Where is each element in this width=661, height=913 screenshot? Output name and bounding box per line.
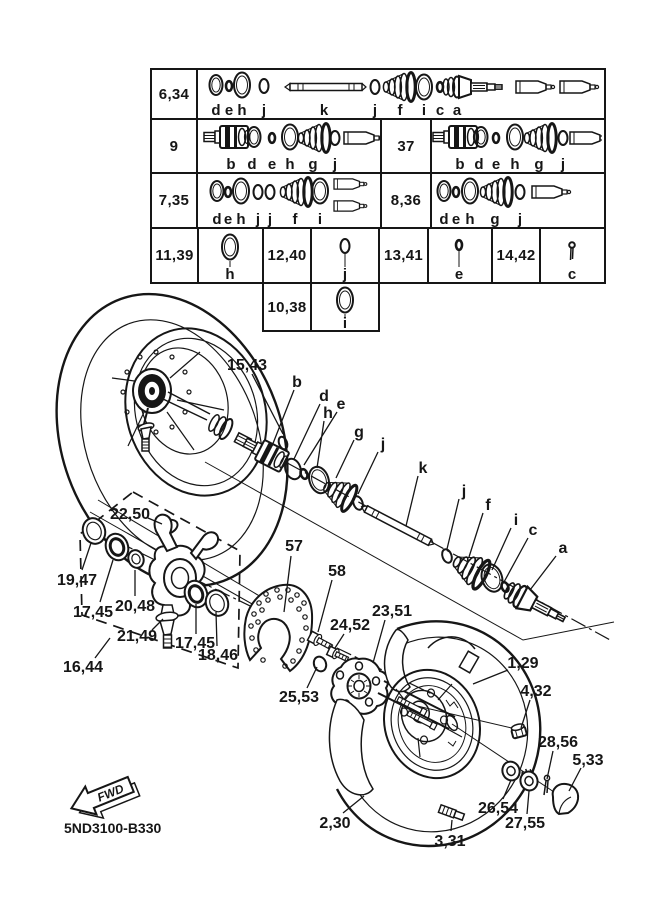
lug-nut-4-32 (510, 723, 527, 739)
part-letter: b (226, 156, 236, 172)
fwd-label: FWD (95, 781, 126, 805)
fwd-arrow (66, 769, 143, 828)
ref-label: 7,35 (158, 192, 190, 209)
ref-cell-7-35 (150, 172, 198, 229)
drawing-cell-12-40 (310, 227, 380, 284)
part-letter: b (455, 156, 465, 172)
callout-57: 57 (285, 538, 303, 555)
callout-21-49: 21,49 (116, 628, 158, 645)
ref-cell-10-38 (262, 282, 312, 332)
drawing-cell-6-34 (196, 68, 606, 120)
callout-2-30: 2,30 (319, 815, 351, 832)
part-letter: j (560, 156, 566, 172)
part-letter: j (261, 102, 267, 118)
ring-drawing (312, 284, 378, 330)
part-letter: f (292, 211, 298, 227)
callout-27-55: 27,55 (504, 815, 546, 832)
callout-22-50: 22,50 (109, 506, 151, 523)
part-letter: i (317, 211, 323, 227)
callout-25-53: 25,53 (278, 689, 320, 706)
part-letter: h (225, 266, 235, 282)
callout-15-43: 15,43 (226, 357, 268, 374)
callout-16-44: 16,44 (62, 659, 104, 676)
pin-drawing (541, 229, 604, 282)
callout-5-33: 5,33 (572, 752, 604, 769)
callout-j2: j (461, 483, 467, 500)
part-letter: e (224, 102, 234, 118)
drawing-cell-37 (430, 118, 606, 174)
callout-a: a (558, 540, 568, 557)
callout-f: f (485, 497, 491, 514)
drawing-cell-8-36 (430, 172, 606, 229)
part-letter: g (490, 211, 500, 227)
ref-label: 12,40 (267, 247, 307, 264)
clamp-drawing (312, 229, 378, 282)
part-letter: j (332, 156, 338, 172)
ref-label: 10,38 (267, 298, 307, 316)
callout-24-52: 24,52 (329, 617, 371, 634)
part-letter: i (342, 315, 348, 330)
ref-label: 37 (397, 137, 415, 155)
part-letter: j (267, 211, 273, 227)
clamp-j2 (440, 548, 453, 564)
part-letter: c (435, 102, 445, 118)
part-letter: j (517, 211, 523, 227)
axle-shaft-k (360, 504, 435, 548)
callout-18-46: 18,46 (197, 647, 239, 664)
axle-kit-drawing (198, 70, 602, 118)
callout-1-29: 1,29 (507, 655, 539, 672)
part-letter: j (372, 102, 378, 118)
part-letter: e (451, 211, 461, 227)
callout-h: h (323, 405, 333, 422)
callout-i: i (513, 512, 519, 529)
callout-17-45-b: 17,45 (174, 635, 216, 652)
part-letter: c (567, 266, 577, 282)
callout-26-54: 26,54 (477, 800, 519, 817)
callout-3-31: 3,31 (434, 833, 466, 850)
front-rim (104, 310, 288, 514)
part-letter: e (267, 156, 277, 172)
drawing-cell-7-35 (196, 172, 382, 229)
callout-b: b (292, 374, 302, 391)
ref-label: 9 (169, 137, 179, 155)
o-ring-25-53 (312, 655, 328, 673)
boot-kit-drawing (432, 174, 602, 227)
hub-cap-5-33 (553, 784, 578, 814)
ref-cell-11-39 (150, 227, 199, 284)
part-letter: k (319, 102, 329, 118)
ref-label: 14,42 (496, 247, 536, 264)
callout-17-45-a: 17,45 (72, 604, 114, 621)
ring-drawing (429, 229, 491, 282)
ref-cell-8-36 (380, 172, 432, 229)
washer-26-54 (500, 759, 522, 783)
part-letter: h (236, 211, 246, 227)
ref-cell-14-42 (491, 227, 541, 284)
part-letter: f (397, 102, 403, 118)
ref-label: 13,41 (383, 247, 424, 264)
ref-cell-6-34 (150, 68, 198, 120)
callout-d: d (319, 388, 329, 405)
inner-joint-kit-drawing (198, 120, 380, 172)
part-letter: h (510, 156, 520, 172)
callout-58: 58 (328, 563, 346, 580)
callout-j: j (380, 436, 386, 453)
ref-cell-9 (150, 118, 198, 174)
valve-stem-3-31 (438, 805, 464, 821)
disc-guard-57 (244, 585, 312, 671)
part-letter: e (223, 211, 233, 227)
drawing-cell-9 (196, 118, 382, 174)
callout-20-48: 20,48 (114, 598, 156, 615)
part-letter: d (439, 211, 449, 227)
part-letter: e (454, 266, 464, 282)
callout-23-51: 23,51 (371, 603, 413, 620)
part-letter: d (247, 156, 257, 172)
part-letter: h (237, 102, 247, 118)
callout-k: k (418, 460, 428, 477)
callout-g: g (354, 424, 364, 441)
boot-kit-drawing (198, 174, 380, 227)
part-letter: i (421, 102, 427, 118)
drawing-cell-13-41 (427, 227, 493, 284)
front-axle-stub (163, 392, 257, 451)
part-letter: h (285, 156, 295, 172)
ref-label: 11,39 (155, 247, 194, 264)
callout-28-56: 28,56 (537, 734, 579, 751)
drawing-cell-14-42 (539, 227, 606, 284)
ref-cell-13-41 (378, 227, 429, 284)
part-letter: h (465, 211, 475, 227)
part-letter: g (534, 156, 544, 172)
callout-e: e (336, 396, 346, 413)
callout-19-47: 19,47 (56, 572, 98, 589)
ring-e (299, 468, 308, 480)
inner-joint-kit-drawing (432, 120, 602, 172)
part-letter: d (474, 156, 484, 172)
ref-cell-37 (380, 118, 432, 174)
part-letter: g (308, 156, 318, 172)
part-letter: d (211, 102, 221, 118)
front-balljoint-stud (137, 408, 154, 451)
ref-label: 8,36 (390, 192, 422, 209)
drawing-cell-10-38 (310, 282, 380, 332)
ring-drawing (199, 229, 262, 282)
part-letter: d (212, 211, 222, 227)
front-hub-cv-boot (133, 369, 171, 413)
part-letter: e (491, 156, 501, 172)
part-letter: j (342, 266, 348, 282)
callout-c: c (528, 522, 538, 539)
part-letter: j (255, 211, 261, 227)
drawing-cell-11-39 (197, 227, 264, 284)
ref-cell-12-40 (262, 227, 312, 284)
drawing-code: 5ND3100-B330 (64, 820, 162, 836)
ref-label: 6,34 (158, 85, 190, 103)
part-letter: a (452, 102, 462, 118)
callout-4-32: 4,32 (520, 683, 552, 700)
castle-nut-27-55 (518, 767, 540, 793)
